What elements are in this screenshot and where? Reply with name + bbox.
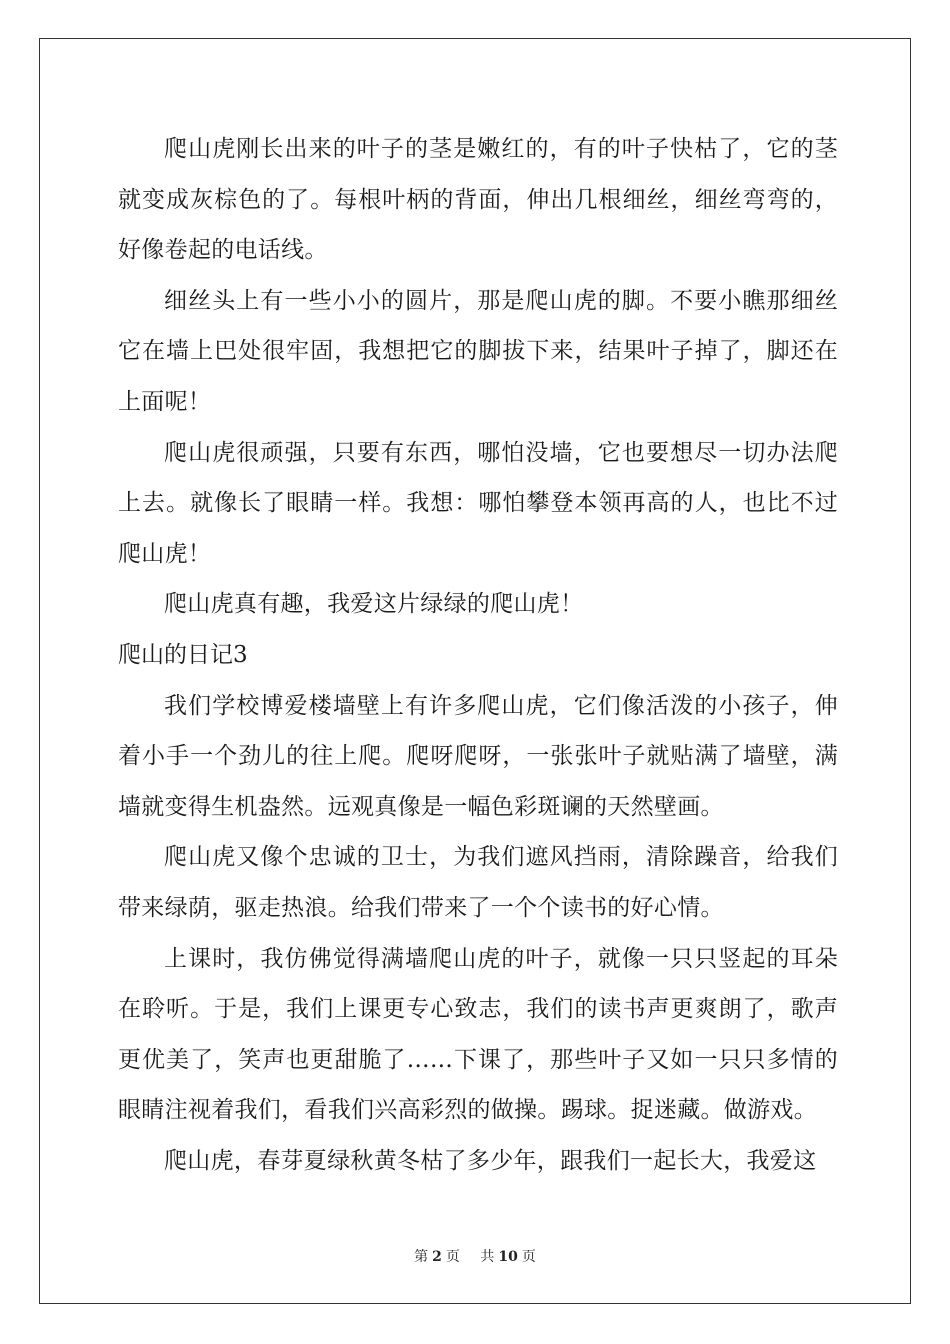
paragraph-6: 爬山虎又像个忠诚的卫士，为我们遮风挡雨，清除躁音，给我们带来绿荫，驱走热浪。给我们带来了一个个读书的好心情。 (118, 844, 838, 921)
paragraph-8: 爬山虎，春芽夏绿秋黄冬枯了多少年，跟我们一起长大，我爱这 (164, 1147, 817, 1174)
paragraph-1: 爬山虎刚长出来的叶子的茎是嫩红的，有的叶子快枯了，它的茎就变成灰棕色的了。每根叶柄的背面，伸出几根细丝，细丝弯弯的，好像卷起的电话线。 (118, 136, 838, 264)
paragraph-4: 爬山虎真有趣，我爱这片绿绿的爬山虎！ (164, 591, 584, 618)
page-footer (0, 1246, 950, 1266)
total-suffix: 页 (521, 1249, 536, 1265)
total-count: 10 (498, 1249, 518, 1265)
page-total (476, 1249, 539, 1265)
total-prefix: 共 (480, 1249, 495, 1265)
page-prefix: 第 (414, 1249, 429, 1265)
section-heading: 爬山的日记3 (118, 641, 248, 668)
paragraph-5: 我们学校博爱楼墙壁上有许多爬山虎，它们像活泼的小孩子，伸着小手一个劲儿的往上爬。爬呀爬呀，一张张叶子就贴满了墙壁，满墙就变得生机盎然。远观真像是一幅色彩斑谰的天然壁画。 (118, 692, 838, 820)
page-number (410, 1249, 464, 1265)
paragraph-3: 爬山虎很顽强，只要有东西，哪怕没墙，它也要想尽一切办法爬上去。就像长了眼睛一样。我想：哪怕攀登本领再高的人，也比不过爬山虎！ (118, 439, 838, 567)
paragraph-7: 上课时，我仿佛觉得满墙爬山虎的叶子，就像一只只竖起的耳朵在聆听。于是，我们上课更专心致志，我们的读书声更爽朗了，歌声更优美了，笑声也更甜脆了……下课了，那些叶子又如一只只多情的眼睛注视着我们，看我们兴高彩烈的做操。踢球。捉迷藏。做游戏。 (118, 945, 838, 1124)
document-body (118, 124, 838, 1186)
page-suffix: 页 (445, 1249, 460, 1265)
page-current: 2 (432, 1249, 442, 1265)
paragraph-2: 细丝头上有一些小小的圆片，那是爬山虎的脚。不要小瞧那细丝它在墙上巴处很牢固，我想把它的脚拔下来，结果叶子掉了，脚还在上面呢！ (118, 287, 838, 415)
